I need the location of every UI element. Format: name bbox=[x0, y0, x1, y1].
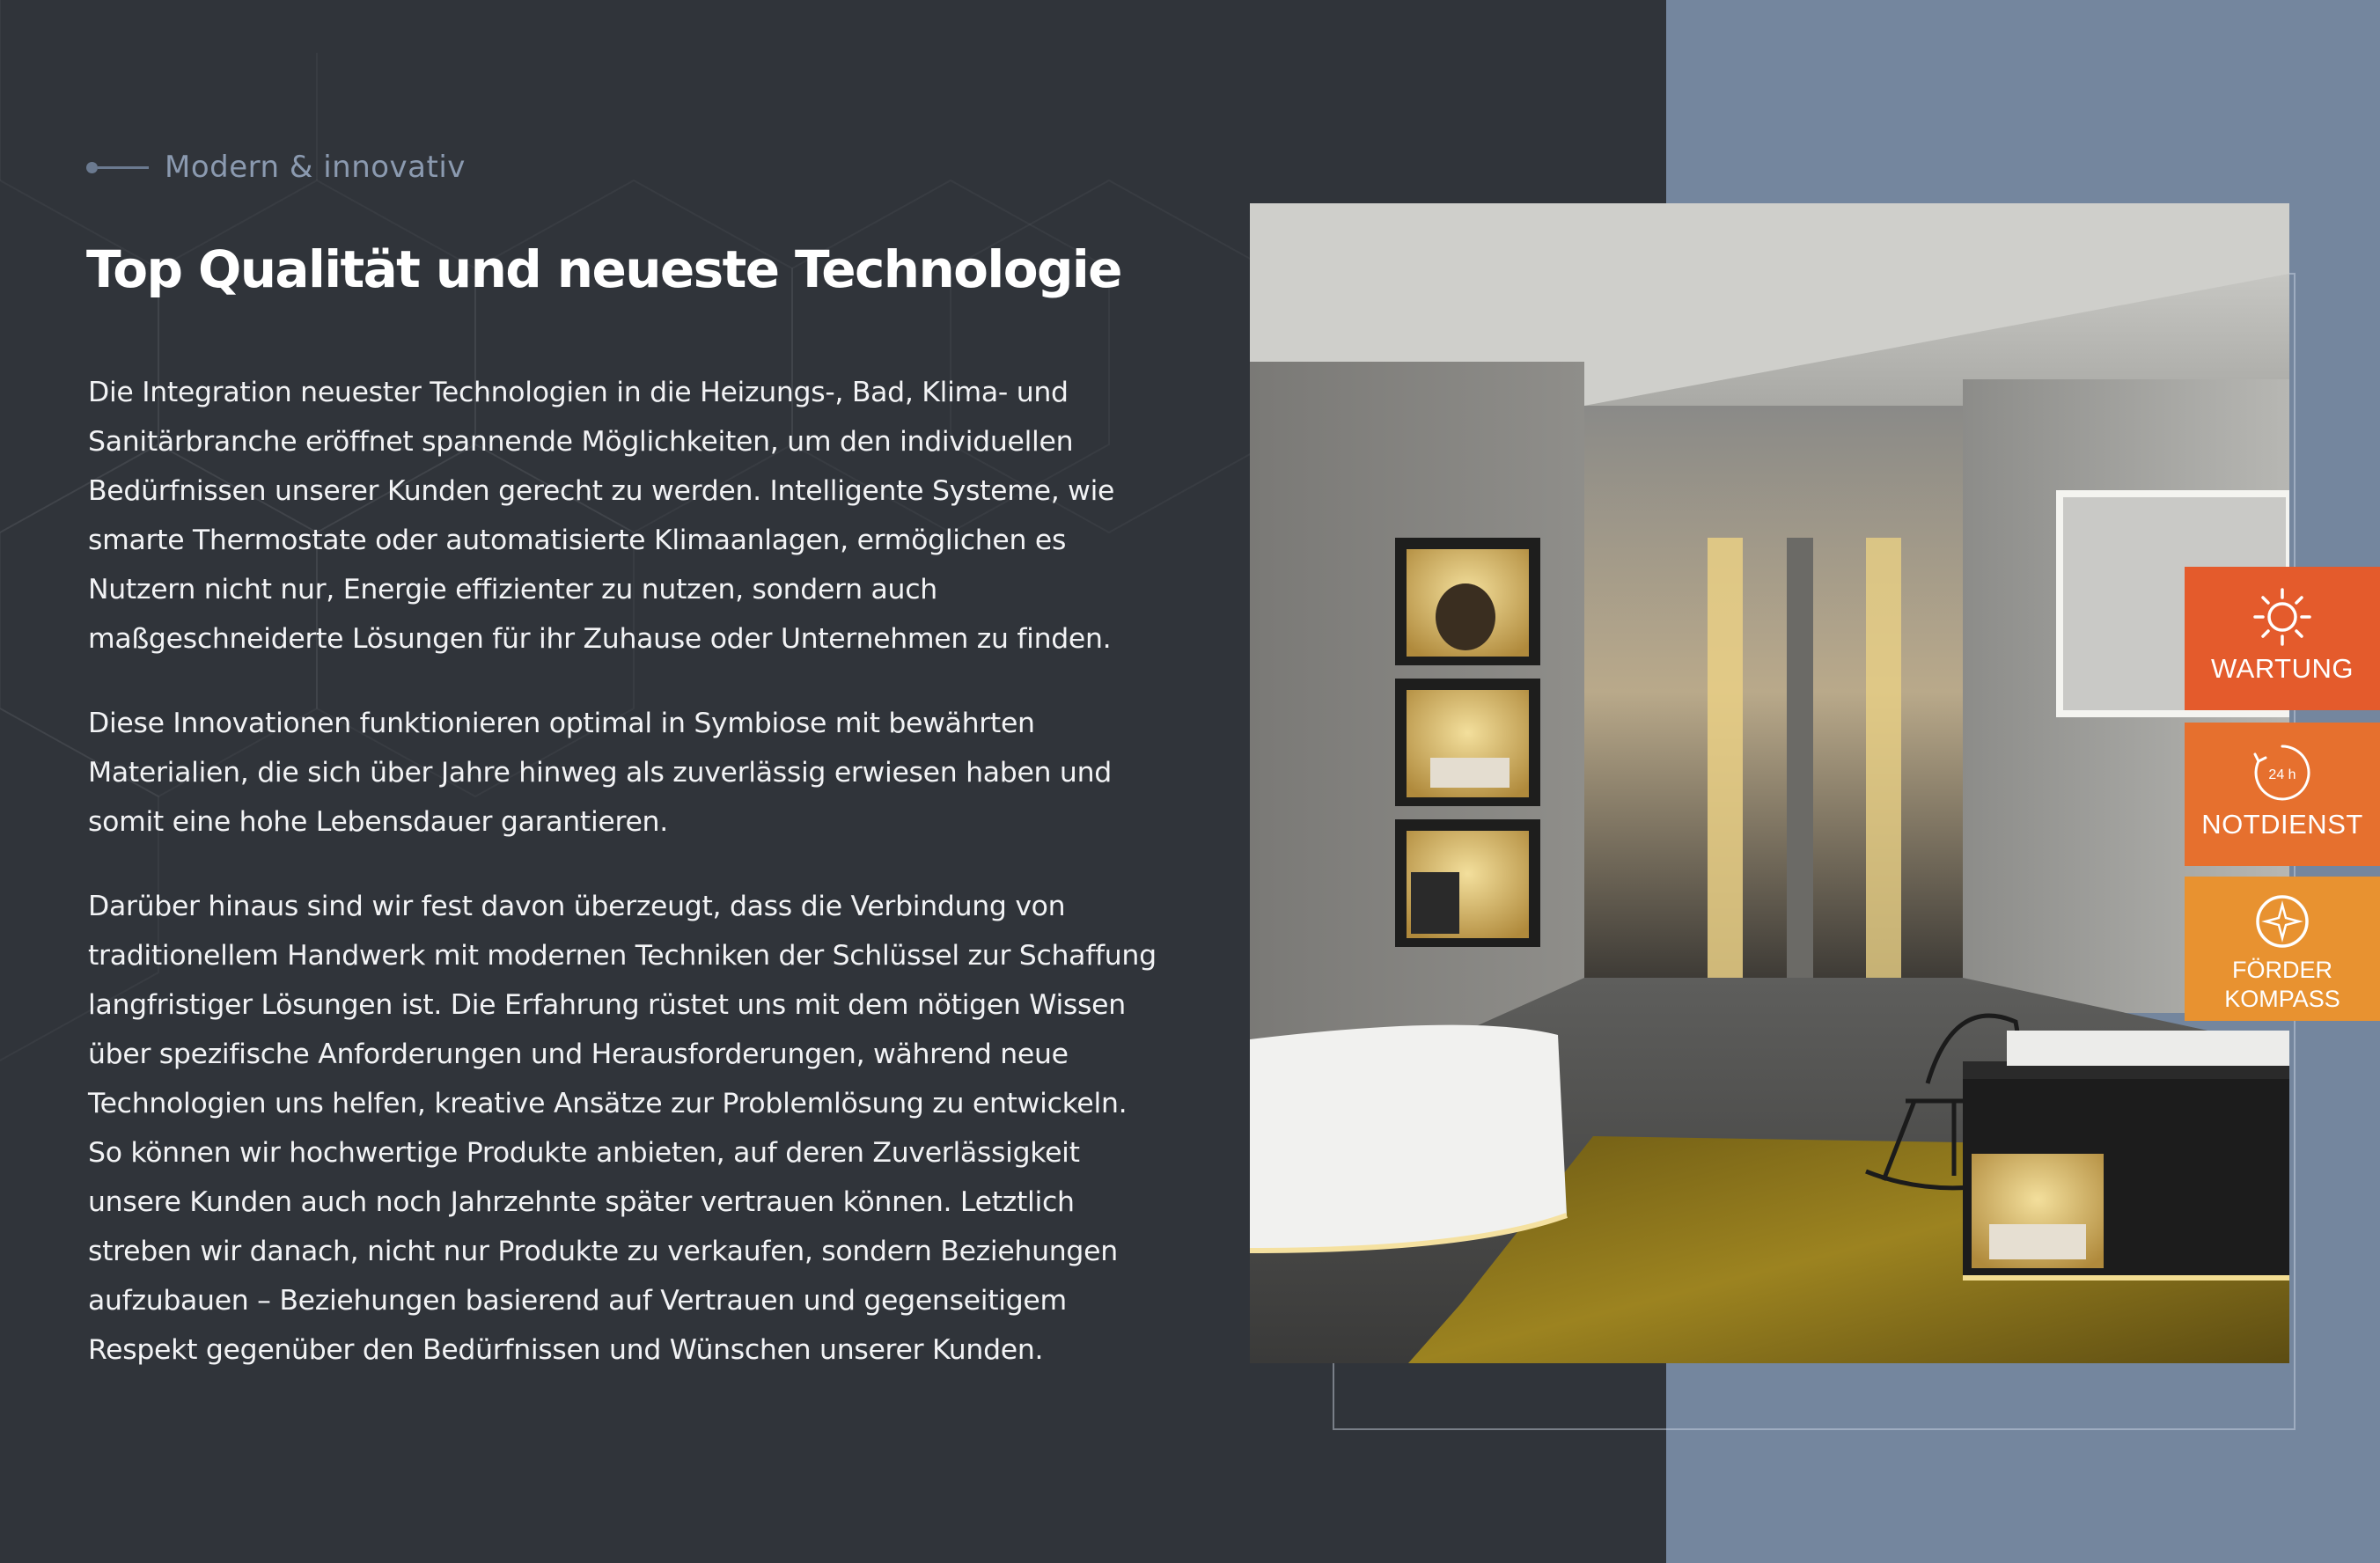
foerderkompass-tab[interactable] bbox=[2185, 877, 2380, 1021]
svg-text:24 h: 24 h bbox=[2268, 767, 2296, 782]
bathroom-photo bbox=[1250, 203, 2289, 1363]
body-paragraph: Die Integration neuester Technologien in die Heizungs-, Bad, Klima- und Sanitärbranche eröffnet spannende Möglichkeiten, um den individuellen Bedürfnissen unserer Kunden gerecht zu werden. Intelligente Systeme, wie smarte Thermostate oder automatisierte Klimaanlagen, ermöglichen es Nutzern nicht nur, Energie effizienter zu nutzen, sondern auch maßgeschneiderte Lösungen für ihr Zuhause oder Unternehmen zu finden. bbox=[88, 377, 1115, 655]
sun-snowflake-icon bbox=[2251, 586, 2313, 648]
body-paragraph: Diese Innovationen funktionieren optimal in Symbiose mit bewährten Materialien, die sich über Jahre hinweg als zuverlässig erwiesen haben und somit eine hohe Lebensdauer garantieren. bbox=[88, 708, 1112, 838]
eyebrow-dot-icon bbox=[86, 162, 98, 173]
eyebrow-label: Modern & innovativ bbox=[165, 150, 466, 185]
clock-24h-icon bbox=[2251, 742, 2313, 804]
foerderkompass-label-line2: KOMPASS bbox=[2224, 986, 2340, 1012]
notdienst-label: NOTDIENST bbox=[2201, 809, 2363, 840]
body-paragraph: Darüber hinaus sind wir fest davon überzeugt, dass die Verbindung von traditionellem Handwerk mit modernen Techniken der Schlüssel zur Schaffung langfristiger Lösungen ist. Die Erfahrung rüstet uns mit dem nötigen Wissen über spezifische Anforderungen und Herausforderungen, während neue Technologien uns helfen, kreative Ansätze zur Problemlösung zu entwickeln. So können wir hochwertige Produkte anbieten, auf deren Zuverlässigkeit unsere Kunden auch noch Jahrzehnte später vertrauen können. Letztlich streben wir danach, nicht nur Produkte zu verkaufen, sondern Beziehungen aufzubauen – Beziehungen basierend auf Vertrauen und gegenseitigem Respekt gegenüber den Bedürfnissen und Wünschen unserer Kunden. bbox=[88, 891, 1157, 1366]
section-title: Top Qualität und neueste Technologie bbox=[86, 239, 1121, 299]
section-body bbox=[88, 368, 1162, 1375]
wartung-tab[interactable] bbox=[2185, 567, 2380, 710]
notdienst-tab[interactable] bbox=[2185, 723, 2380, 866]
compass-icon bbox=[2253, 892, 2311, 950]
wartung-label: WARTUNG bbox=[2211, 653, 2354, 684]
eyebrow-line bbox=[98, 166, 149, 169]
section-eyebrow bbox=[86, 148, 466, 187]
foerderkompass-label-line1: FÖRDER bbox=[2232, 957, 2332, 983]
